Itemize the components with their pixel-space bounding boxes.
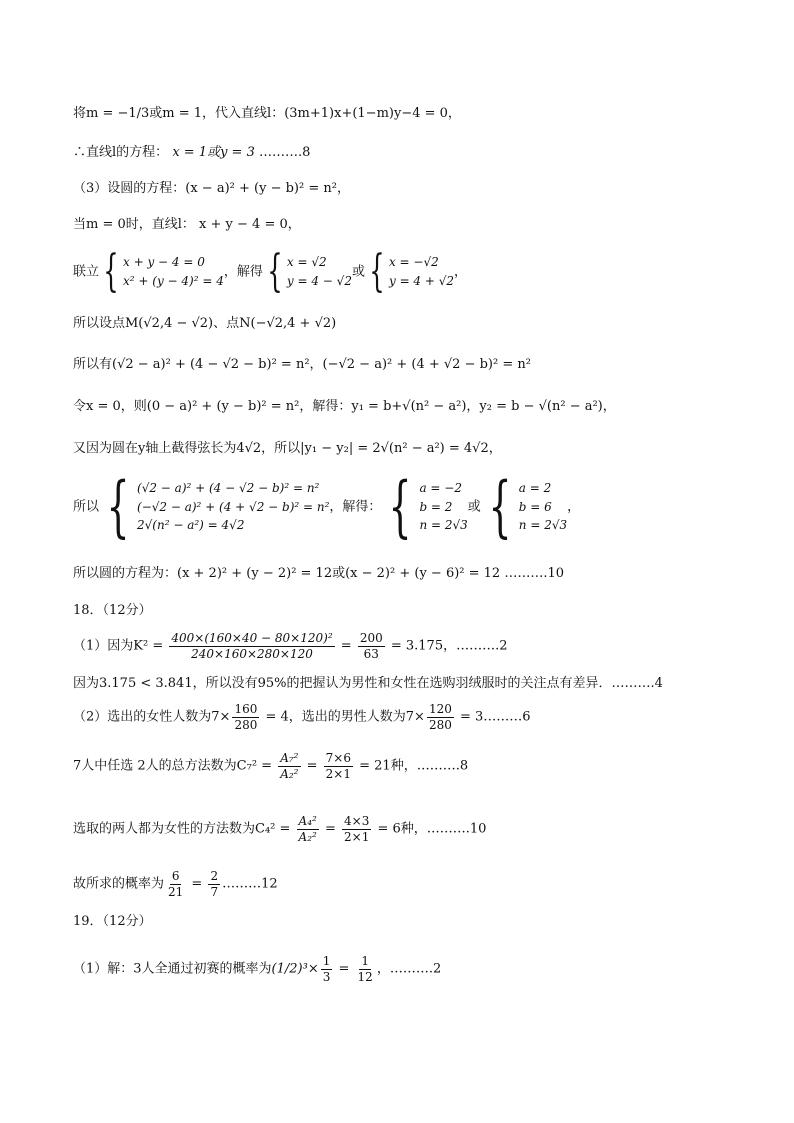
text-segment: ×	[307, 961, 319, 977]
numerator: 400×(160×40 − 80×120)²	[171, 631, 333, 645]
equation: x = −√2	[388, 255, 439, 270]
text-line	[73, 146, 310, 159]
brace-glyph: {	[267, 246, 283, 297]
text-line	[73, 752, 468, 780]
text-segment: =	[187, 876, 207, 892]
question-heading: 19．（12分）	[73, 914, 152, 929]
denominator: 3	[322, 969, 331, 984]
text-line	[73, 815, 486, 843]
fraction	[297, 815, 319, 843]
text-line: 所以设点M(√2,4 − √2)、点N(−√2,4 + √2)	[73, 316, 337, 331]
equation: n = 2√3	[518, 518, 568, 533]
fraction	[166, 870, 185, 898]
equation: (−√2 − a)² + (4 + √2 − b)² = n²	[137, 499, 330, 514]
text-segment: 或	[351, 264, 365, 280]
denominator: 240×160×280×120	[191, 646, 313, 661]
denominator: 21	[168, 884, 184, 899]
text-line: 因为3.175 < 3.841，所以没有95%的把握认为男性和女性在选购羽绒服时的关注点有差异．……….4	[73, 676, 663, 691]
equation: (√2 − a)² + (4 − √2 − b)² = n²	[137, 481, 320, 496]
text-line	[73, 246, 468, 297]
equation-system	[287, 253, 352, 290]
text-segment: ，	[454, 264, 468, 280]
equation-system	[123, 253, 224, 290]
text-line	[73, 703, 531, 731]
equation: b = 2	[419, 499, 453, 514]
text-segment: ，	[567, 499, 581, 515]
text-line	[73, 632, 508, 660]
brace-glyph: {	[369, 246, 385, 297]
text-segment: =	[336, 638, 356, 654]
text-segment: 所以	[73, 499, 100, 515]
text-segment: ∴直线l的方程：	[73, 145, 169, 160]
numerator: A₄²	[298, 814, 317, 828]
numerator: 1	[322, 954, 331, 968]
text-segment: ，解得	[223, 264, 263, 280]
text-segment: = 21种，……….8	[355, 758, 469, 774]
text-segment: ，解得：	[329, 499, 382, 515]
score-marker: ……….8	[259, 145, 311, 160]
fraction	[321, 955, 333, 983]
numerator: 160	[234, 702, 258, 716]
text-segment: = 4，选出的男性人数为7×	[261, 709, 425, 725]
text-line	[73, 955, 441, 983]
equation: a = 2	[518, 481, 552, 496]
brace-glyph: {	[388, 468, 412, 545]
text-segment: 7人中任选 2人的总方法数为C₇² =	[73, 758, 277, 774]
equation-system	[137, 479, 329, 535]
denominator: 2×1	[325, 766, 351, 781]
equation: y = 4 + √2	[388, 274, 455, 288]
equation: 2√(n² − a²) = 4√2	[137, 518, 245, 533]
denominator: A₂²	[280, 766, 299, 781]
text-segment: 选取的两人都为女性的方法数为C₄² =	[73, 821, 295, 837]
numerator: 6	[171, 869, 180, 883]
fraction	[342, 815, 371, 843]
text-segment: = 3.175，……….2	[386, 638, 508, 654]
denominator: 280	[428, 717, 452, 732]
brace-glyph: {	[106, 468, 130, 545]
numerator: 7×6	[325, 751, 351, 765]
text-segment: （1）因为K² =	[73, 638, 168, 654]
equation: n = 2√3	[419, 518, 468, 533]
text-segment: =	[334, 961, 354, 977]
brace-glyph: {	[488, 468, 512, 545]
equation: x = √2	[286, 255, 327, 270]
equation: y = 4 − √2	[286, 274, 352, 288]
numerator: 4×3	[344, 814, 370, 828]
fraction	[169, 632, 334, 660]
text-segment: = 3………6	[455, 709, 531, 725]
brace-glyph: {	[103, 246, 119, 297]
equation-system	[419, 479, 467, 535]
text-segment: 联立	[73, 264, 100, 280]
text-segment: = 6种，……….10	[373, 821, 487, 837]
text-line: 所以圆的方程为：(x + 2)² + (y − 2)² = 12或(x − 2)² + (y − 6)² = 12 ……….10	[73, 566, 565, 581]
fraction	[427, 703, 454, 731]
numerator: 1	[361, 954, 369, 968]
text-line: 当m = 0时，直线l： x + y − 4 = 0，	[73, 217, 301, 232]
fraction	[208, 870, 220, 898]
numerator: 200	[359, 631, 383, 645]
denominator: 7	[210, 884, 219, 899]
fraction	[278, 752, 300, 780]
numerator: A₇²	[280, 751, 299, 765]
text-segment: ，……….2	[376, 961, 442, 977]
math-expression: (1/2)³	[271, 961, 308, 977]
denominator: 12	[357, 969, 373, 984]
text-segment: =	[320, 821, 340, 837]
text-line	[73, 468, 581, 545]
equation: b = 6	[518, 499, 552, 514]
text-segment: 或	[467, 499, 481, 515]
fraction	[324, 752, 353, 780]
denominator: 2×1	[344, 829, 370, 844]
question-heading: 18．（12分）	[73, 603, 152, 618]
equation-system	[519, 479, 567, 535]
denominator: A₂²	[298, 829, 317, 844]
text-segment: （2）选出的女性人数为7×	[73, 709, 231, 725]
denominator: 280	[234, 717, 258, 732]
text-line: 将m = −1/3或m = 1，代入直线l：(3m+1)x+(1−m)y−4 = 0，	[73, 106, 461, 121]
text-line: （3）设圆的方程：(x − a)² + (y − b)² = n²，	[73, 181, 350, 196]
math-expression: x = 1或y = 3	[172, 145, 255, 160]
text-line: 令x = 0，则(0 − a)² + (y − b)² = n²，解得：y₁ = b+√(n² − a²)，y₂ = b − √(n² − a²)，	[73, 399, 616, 414]
fraction	[358, 632, 385, 660]
numerator: 120	[428, 702, 452, 716]
equation-system	[389, 253, 454, 290]
equation: a = −2	[419, 481, 462, 496]
text-segment: =	[302, 758, 322, 774]
fraction	[356, 955, 375, 983]
text-segment: ………12	[222, 876, 278, 892]
text-segment: 故所求的概率为	[73, 876, 165, 892]
text-line	[73, 870, 278, 898]
text-line: 所以有(√2 − a)² + (4 − √2 − b)² = n²，(−√2 − a)² + (4 + √2 − b)² = n²	[73, 357, 531, 372]
equation: x + y − 4 = 0	[123, 255, 205, 270]
text-segment: （1）解：3人全通过初赛的概率为	[73, 961, 272, 977]
denominator: 63	[363, 646, 379, 661]
equation: x² + (y − 4)² = 4	[123, 274, 224, 288]
numerator: 2	[210, 869, 219, 883]
fraction	[232, 703, 259, 731]
text-line: 又因为圆在y轴上截得弦长为4√2，所以|y₁ − y₂| = 2√(n² − a²) = 4√2，	[73, 441, 502, 456]
